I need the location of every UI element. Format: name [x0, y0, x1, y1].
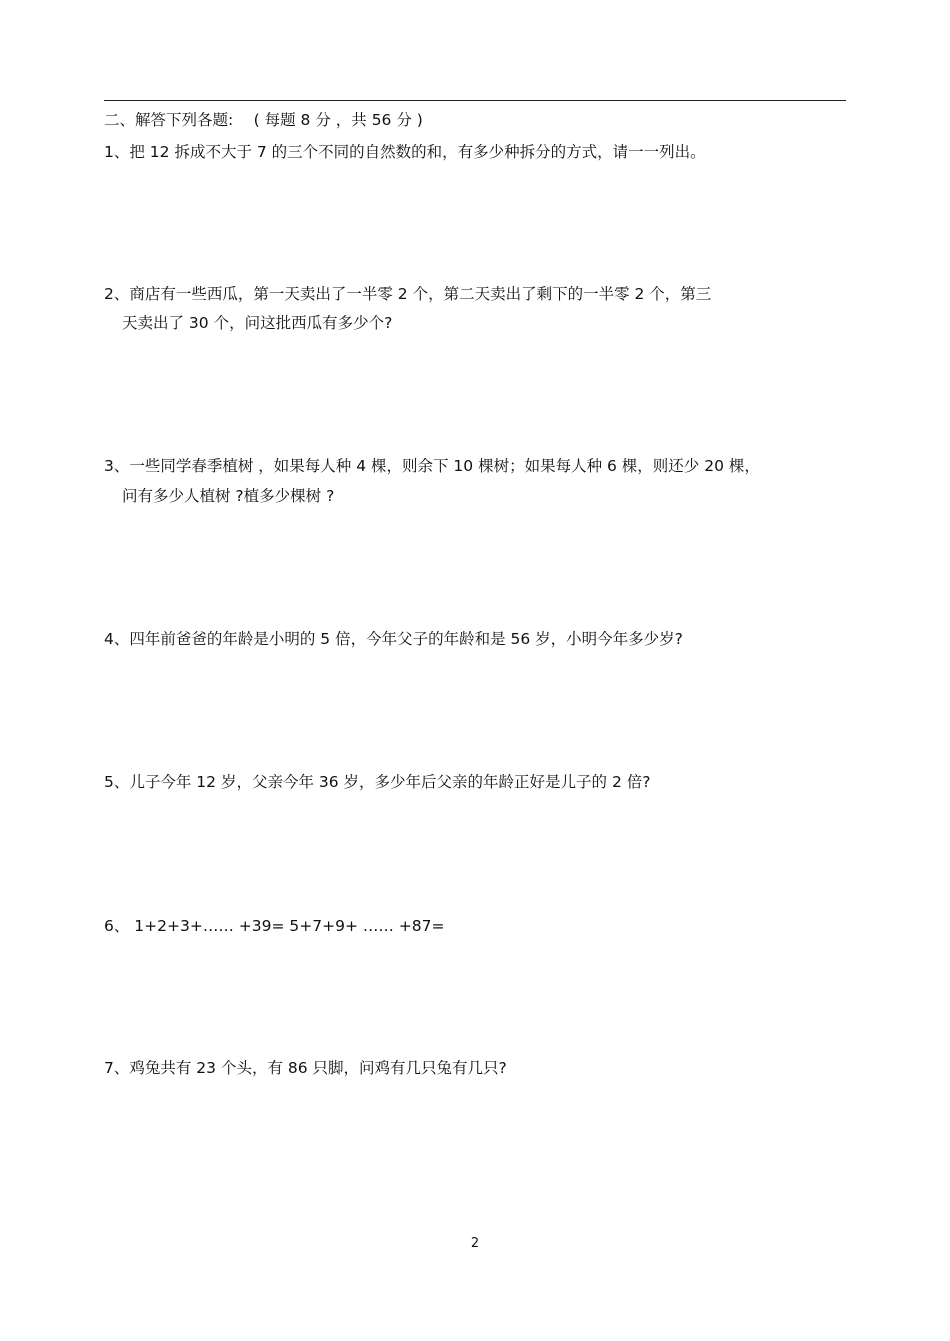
header-rule [104, 100, 846, 101]
question-4: 4、四年前爸爸的年龄是小明的 5 倍，今年父子的年龄和是 56 岁，小明今年多少岁? [104, 630, 683, 648]
question-2-line-2: 天卖出了 30 个，问这批西瓜有多少个? [122, 314, 393, 332]
question-3-line-1: 3、一些同学春季植树 ，如果每人种 4 棵，则余下 10 棵树；如果每人种 6 棵，则还少 20 棵， [104, 457, 760, 475]
question-1: 1、把 12 拆成不大于 7 的三个不同的自然数的和，有多少种拆分的方式，请一一列出。 [104, 143, 706, 161]
question-7: 7、鸡兔共有 23 个头，有 86 只脚，问鸡有几只兔有几只? [104, 1059, 507, 1077]
question-2-line-1: 2、商店有一些西瓜，第一天卖出了一半零 2 个，第二天卖出了剩下的一半零 2 个，第三 [104, 285, 712, 303]
question-3-line-2: 问有多少人植树 ?植多少棵树 ? [122, 487, 335, 505]
section-header: 二、解答下列各题: ( 每题 8 分 ，共 56 分 ) [104, 111, 423, 129]
question-6: 6、 1+2+3+…… +39= 5+7+9+ …… +87= [104, 917, 445, 935]
page-number: 2 [470, 1236, 480, 1251]
question-5: 5、儿子今年 12 岁，父亲今年 36 岁，多少年后父亲的年龄正好是儿子的 2 倍? [104, 773, 651, 791]
